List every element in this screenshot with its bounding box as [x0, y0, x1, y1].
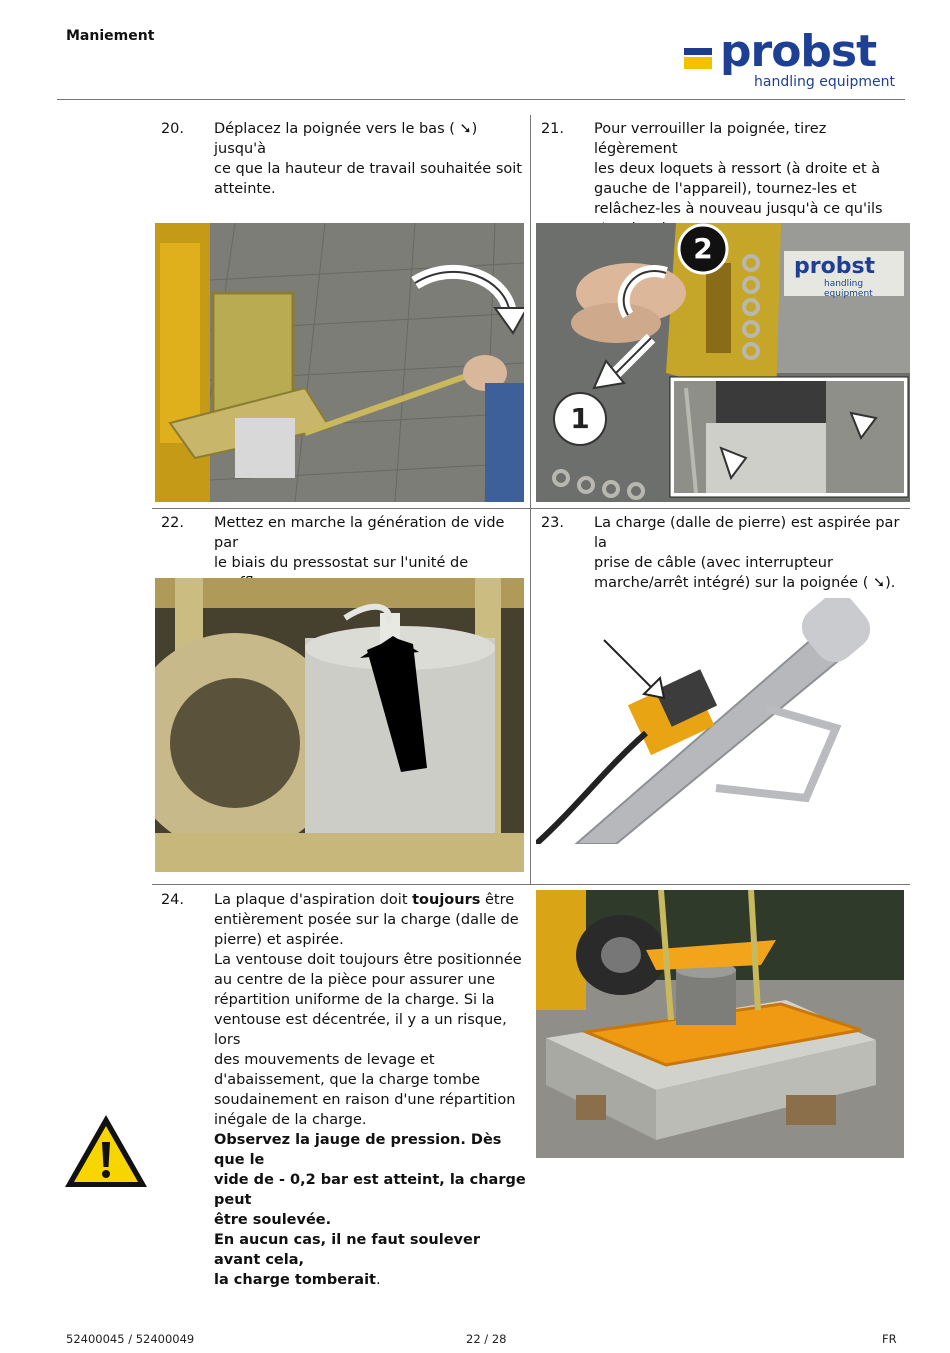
step-line: répartition uniforme de la charge. Si la — [214, 992, 495, 1008]
footer-doc-numbers: 52400045 / 52400049 — [66, 1332, 195, 1346]
footer-language: FR — [882, 1332, 897, 1346]
step-line: relâchez-les à nouveau jusqu'à ce qu'ils — [594, 201, 883, 217]
step-line: les deux loquets à ressort (à droite et à — [594, 161, 881, 177]
step-line: gauche de l'appareil), tournez-les et — [594, 181, 857, 197]
grid-row-divider-1 — [152, 508, 910, 509]
step-number: 21. — [540, 121, 564, 137]
step-line: soudainement en raison d'une répartition — [214, 1092, 516, 1108]
photo-load-on-slab — [536, 890, 904, 1158]
photo-lowering-handle — [155, 223, 524, 502]
grid-vertical-divider — [530, 115, 531, 885]
warning-line: En aucun cas, il ne faut soulever avant cela, — [214, 1232, 480, 1268]
step-line: au centre de la pièce pour assurer une — [214, 972, 495, 988]
plate-tagline-text: handling equipment — [824, 279, 873, 299]
logo-tagline: handling equipment — [754, 74, 895, 90]
warning-line: être soulevée. — [214, 1212, 332, 1228]
photo-handle-switch — [536, 598, 876, 844]
step-line: Mettez en marche la génération de vide par — [214, 515, 505, 551]
warning-line: vide de - 0,2 bar est atteint, la charge peut — [214, 1172, 526, 1208]
step-line-part: La plaque d'aspiration doit — [214, 892, 413, 908]
photo-spring-latch — [536, 223, 910, 502]
step-text — [214, 119, 526, 199]
step-line: des mouvements de levage et — [214, 1052, 435, 1068]
step-number: 23. — [540, 515, 564, 531]
grid-row-divider-2 — [152, 884, 910, 885]
step-24 — [156, 890, 526, 1288]
step-line: d'abaissement, que la charge tombe — [214, 1072, 481, 1088]
logo-wordmark: probst — [720, 26, 877, 77]
step-23 — [536, 513, 906, 591]
warning-line: Observez la jauge de pression. Dès que le — [214, 1132, 502, 1168]
callout-2-label: 2 — [693, 232, 713, 265]
step-line: La ventouse doit toujours être positionnée — [214, 952, 522, 968]
step-number: 24. — [160, 892, 184, 908]
photo-pressure-switch — [155, 578, 524, 872]
step-line: inégale de la charge. — [214, 1112, 367, 1128]
step-line: pierre) et aspirée. — [214, 932, 344, 948]
section-title: Maniement — [66, 28, 155, 44]
warning-triangle-icon — [62, 1112, 150, 1190]
warning-line — [214, 1270, 526, 1290]
step-line: atteinte. — [214, 181, 276, 197]
step-line-part: . — [375, 1272, 381, 1288]
plate-brand-text: probst — [794, 254, 876, 279]
step-line: marche/arrêt intégré) sur la poignée ( ➘). — [594, 575, 896, 591]
step-20 — [156, 119, 526, 197]
step-21 — [536, 119, 906, 221]
step-text — [214, 890, 526, 1290]
warning-line-emphasis: la charge tomberait — [214, 1272, 376, 1288]
step-line: La charge (dalle de pierre) est aspirée par la — [594, 515, 900, 551]
step-line-part: être — [480, 892, 515, 908]
step-text — [594, 119, 906, 239]
logo-mark-icon — [684, 48, 712, 70]
header-rule — [57, 99, 905, 100]
step-line: entièrement posée sur la charge (dalle de — [214, 912, 519, 928]
footer-page-number: 22 / 28 — [466, 1332, 507, 1346]
step-number: 20. — [160, 121, 184, 137]
step-line: ventouse est décentrée, il y a un risque, lors — [214, 1012, 507, 1048]
step-number: 22. — [160, 515, 184, 531]
step-text — [594, 513, 906, 593]
step-22 — [156, 513, 526, 575]
step-line: le biais du pressostat sur l'unité de — [214, 555, 469, 571]
step-line: prise de câble (avec interrupteur — [594, 555, 833, 571]
step-line: Pour verrouiller la poignée, tirez légèrement — [594, 121, 827, 157]
step-line-emphasis: toujours — [412, 892, 481, 908]
step-line: ce que la hauteur de travail souhaitée soit — [214, 161, 522, 177]
probst-logo — [684, 26, 899, 94]
callout-1-label: 1 — [570, 402, 590, 435]
step-line — [214, 890, 526, 910]
step-line: Déplacez la poignée vers le bas ( ➘) jusqu'à — [214, 121, 478, 157]
